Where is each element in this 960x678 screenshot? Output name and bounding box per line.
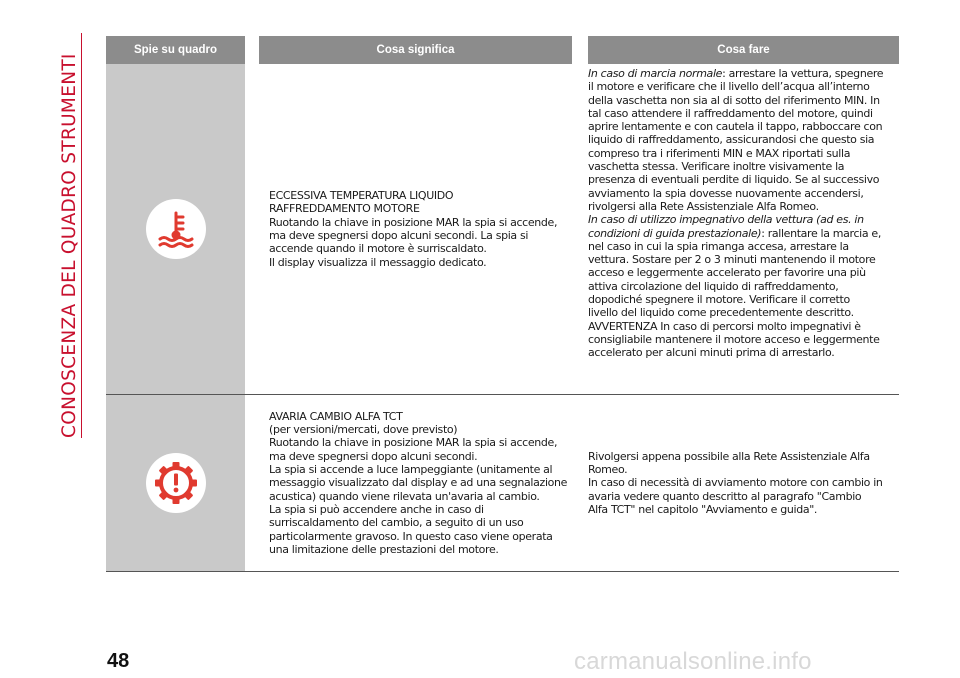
text-line: presenza di eventuali perdite di liquido. Se al successivo: [588, 173, 880, 187]
action-cell: [572, 395, 899, 571]
italic-text: condizioni di guida prestazionale): [588, 226, 762, 240]
text-line: attiva circolazione del liquido di raffreddamento,: [588, 279, 839, 293]
table-header: [106, 36, 899, 64]
text-line: Il display visualizza il messaggio dedicato.: [269, 255, 487, 269]
text-line: aprire lentamente e con cautela il tappo, rabboccare con: [588, 120, 883, 134]
gearbox-failure-icon: [146, 453, 206, 513]
text-line: AVVERTENZA In caso di percorsi molto impegnativi è: [588, 319, 861, 333]
text-line: (per versioni/mercati, dove previsto): [269, 423, 458, 437]
header-col-meaning: Cosa significa: [245, 36, 572, 64]
text-line: avaria vedere quanto descritto al paragrafo "Cambio: [588, 489, 862, 503]
watermark: carmanualsonline.info: [574, 648, 812, 675]
text-line: RAFFREDDAMENTO MOTORE: [269, 202, 420, 216]
meaning-cell: [245, 64, 572, 394]
text-line: compreso tra i riferimenti MIN e MAX riportati sulla: [588, 146, 851, 160]
text-line: ma deve spegnersi dopo alcuni secondi. La spia si: [269, 229, 529, 242]
text-line: La spia si accende a luce lampeggiante (unitamente al: [269, 463, 553, 477]
text-line: surriscaldamento del cambio, a seguito di un uso: [269, 516, 524, 530]
text-line: In caso di necessità di avviamento motore con cambio in: [588, 476, 883, 490]
text-line: tal caso attendere il raffreddamento del motore, quindi: [588, 106, 873, 120]
text-line: AVARIA CAMBIO ALFA TCT: [269, 409, 403, 423]
text-line: accende quando il motore è surriscaldato.: [269, 242, 487, 256]
text-line: Ruotando la chiave in posizione MAR la spia si accende,: [269, 215, 558, 229]
italic-text: In caso di marcia normale: [588, 67, 723, 80]
text-line: accelerato per alcuni minuti prima di arrestarlo.: [588, 346, 835, 360]
text-line: una limitazione delle prestazioni del motore.: [269, 542, 499, 556]
text-line: dopodiché spegnere il motore. Verificare il corretto: [588, 293, 850, 307]
text-line: acceso e leggermente accelerato per favorire una più: [588, 266, 866, 280]
icon-cell: [106, 64, 245, 394]
side-chapter-title: CONOSCENZA DEL QUADRO STRUMENTI: [59, 53, 80, 438]
text-line: Ruotando la chiave in posizione MAR la spia si accende,: [269, 436, 558, 450]
text-line: acustica) quando viene rilevata un'avaria al cambio.: [269, 489, 540, 503]
coolant-temperature-icon: [146, 199, 206, 259]
text-line: [588, 227, 897, 240]
action-cell: [572, 64, 899, 394]
side-divider: [81, 33, 82, 438]
text-line: La spia si può accendere anche in caso di: [269, 502, 484, 516]
text-line: ECCESSIVA TEMPERATURA LIQUIDO: [269, 189, 454, 203]
text-line: il motore e verificare che il livello dell’acqua all’interno: [588, 80, 870, 94]
icon-cell: [106, 395, 245, 571]
meaning-cell: [245, 395, 572, 571]
text-line: [588, 67, 897, 80]
text-line: particolarmente gravoso. In questo caso viene operata: [269, 529, 553, 543]
table-row-coolant: [106, 64, 899, 395]
table-row-gearbox: [106, 395, 899, 572]
warning-lights-table: [106, 36, 899, 572]
text-line: liquido di raffreddamento, assicurandosi che questo sia: [588, 133, 875, 147]
text-line: nel caso in cui la spia rimanga accesa, arrestare la: [588, 239, 849, 253]
header-col-warning-lights: Spie su quadro: [133, 44, 218, 56]
text-line: Rivolgersi appena possibile alla Rete Assistenziale Alfa: [588, 449, 870, 463]
plain-text: : arrestare la vettura, spegnere: [722, 67, 884, 80]
text-line: vettura. Sostare per 2 o 3 minuti mantenendo il motore: [588, 253, 876, 267]
text-line: Romeo.: [588, 463, 628, 477]
text-line: della vaschetta non sia al di sotto del riferimento MIN. In: [588, 93, 880, 107]
text-line: livello del liquido come precedentemente descritto.: [588, 306, 854, 320]
text-line: Alfa TCT" nel capitolo "Avviamento e guida".: [588, 502, 818, 516]
text-line: vaschetta stessa. Verificare inoltre visivamente la: [588, 160, 845, 174]
plain-text: : rallentare la marcia e,: [761, 226, 881, 240]
text-line: avviamento la spia dovesse nuovamente accendersi,: [588, 186, 864, 200]
header-col-action: Cosa fare: [572, 36, 899, 64]
text-line: rivolgersi alla Rete Assistenziale Alfa Romeo.: [588, 199, 819, 213]
text-line: consigliabile mantenere il motore acceso e leggermente: [588, 332, 880, 346]
page-number: 48: [107, 650, 130, 672]
text-line: ma deve spegnersi dopo alcuni secondi.: [269, 449, 478, 463]
text-line: messaggio visualizzato dal display e ad una segnalazione: [269, 476, 568, 490]
text-line: In caso di utilizzo impegnativo della vettura (ad es. in: [588, 213, 864, 227]
